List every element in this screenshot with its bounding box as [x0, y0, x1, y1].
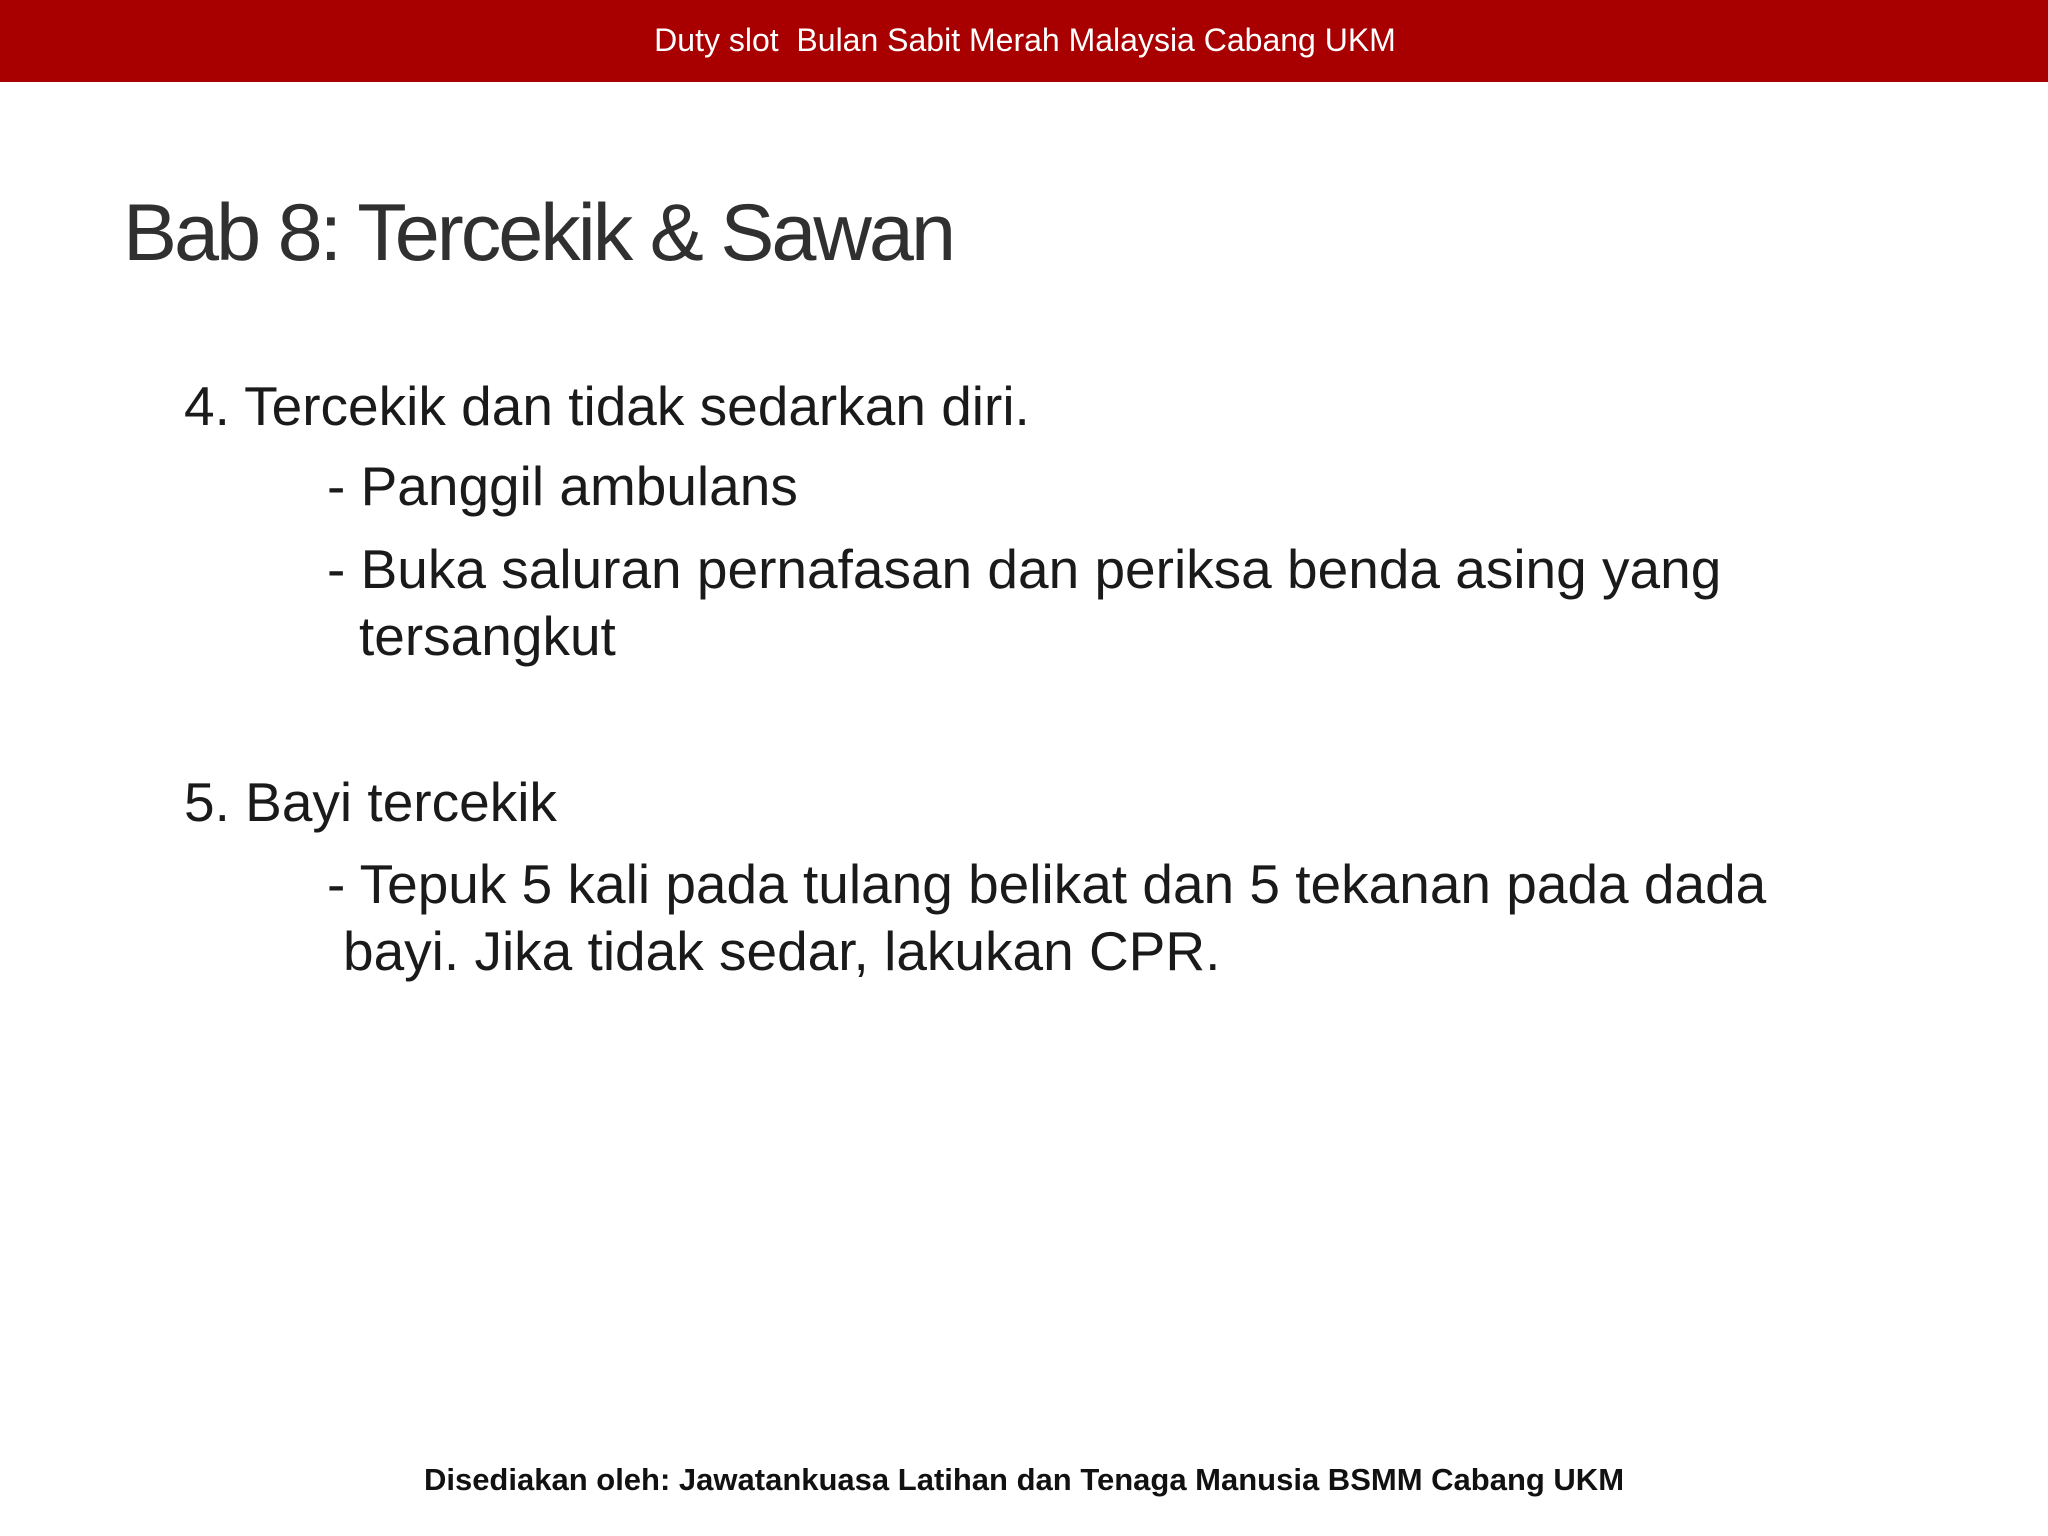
bullet-back-blows-continued: bayi. Jika tidak sedar, lakukan CPR.: [343, 920, 1221, 982]
bullet-back-blows: - Tepuk 5 kali pada tulang belikat dan 5 tekanan pada dada: [327, 853, 1767, 915]
bullet-call-ambulance: - Panggil ambulans: [327, 455, 798, 517]
header-bar: [0, 0, 2048, 82]
section-heading-4: 4. Tercekik dan tidak sedarkan diri.: [184, 375, 1030, 437]
header-title: Duty slot Bulan Sabit Merah Malaysia Cabang UKM: [654, 21, 1396, 58]
footer-credit: Disediakan oleh: Jawatankuasa Latihan dan Tenaga Manusia BSMM Cabang UKM: [423, 1462, 1625, 1497]
bullet-open-airway-continued: tersangkut: [359, 605, 616, 667]
section-heading-5: 5. Bayi tercekik: [184, 771, 557, 833]
slide-title: Bab 8: Tercekik & Sawan: [123, 188, 953, 278]
bullet-open-airway: - Buka saluran pernafasan dan periksa benda asing yang: [327, 538, 1722, 600]
